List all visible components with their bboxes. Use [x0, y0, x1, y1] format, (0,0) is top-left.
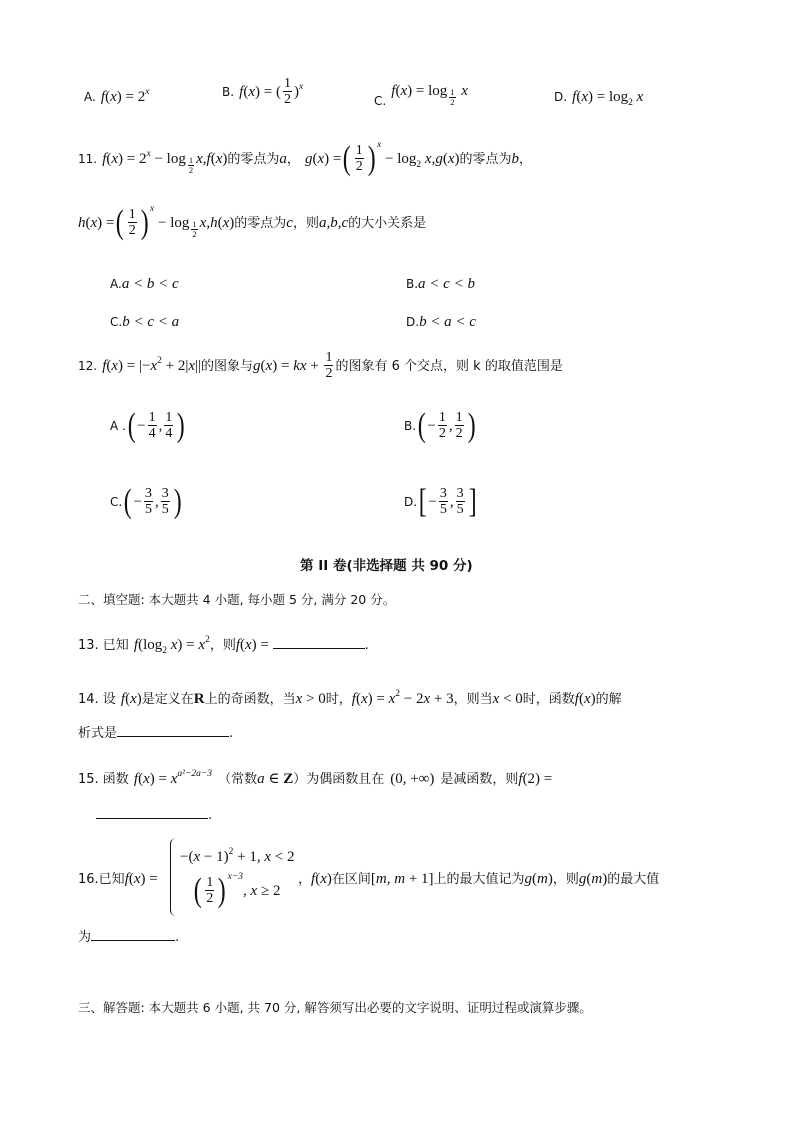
- section-3-intro: 三、解答题: 本大题共 6 小题, 共 70 分, 解答须写出必要的文字说明、证明过程或演算步骤。: [78, 1000, 592, 1015]
- q16-line2: 为 .: [78, 926, 179, 945]
- q10-option-d[interactable]: D. $f(x) = \log_2 x$: [554, 89, 644, 108]
- q11-line1: 11. $f(x) = 2^x - \log$ $\frac{1}{2}$ x,f(x)的零点为a， g(x) =( $\frac{1}{2}$ ) $^x - \log_2 x,g(x)$的零点为b，: [78, 139, 533, 177]
- q16-rest: ，f(x)在区间[m, m + 1]上的最大值记为g(m)，则g(m)的最大值: [298, 871, 660, 887]
- q10-option-c[interactable]: $_{C.}$ f(x) = log $\frac{1}{2}$ x: [374, 83, 468, 108]
- q11-option-b[interactable]: B.a < c < b: [406, 276, 475, 292]
- formula: f: [239, 84, 244, 100]
- q15-line1: 15. 函数 $f(x) = x^{a^2-2a-3}$ （常数a ∈ Z）为偶函数且在 (0, +∞) 是减函数，则f(2) =: [78, 769, 553, 787]
- q11-option-d[interactable]: D.b < a < c: [406, 314, 476, 330]
- q14-line2: 析式是 .: [78, 722, 233, 741]
- q10-option-b[interactable]: B. f(x) = ( $\frac{1}{2}$ )$^x$: [222, 76, 304, 107]
- option-label: B.: [222, 85, 235, 99]
- q12-option-b[interactable]: B.( − $\frac{1}{2}$ , $\frac{1}{2}$ ): [404, 406, 476, 444]
- q13: 13. 已知 $f(\log_2$ $x) = x^2$，则f(x) = .: [78, 635, 369, 656]
- piecewise-case-2: ( $\frac{1}{2}$ ) $^{x-3}$, x ≥ 2: [193, 871, 281, 909]
- piecewise-case-1: $-(x - 1)^2 + 1$, x < 2: [180, 847, 295, 865]
- q15-line2: .: [96, 804, 212, 823]
- formula: f: [100, 89, 106, 105]
- q12-option-c[interactable]: C.( − $\frac{3}{5}$ , $\frac{3}{5}$ ): [110, 482, 182, 520]
- answer-blank[interactable]: [96, 804, 208, 819]
- q12-stem: 12. $f(x) = |-x^2 + 2|x||$的图象与g(x) = kx + $\frac{1}{2}$ 的图象有 6 个交点，则 k 的取值范围是: [78, 350, 563, 381]
- option-label: C.: [374, 94, 387, 108]
- answer-blank[interactable]: [91, 926, 175, 941]
- q16-lead: 16.已知f(x) =: [78, 871, 158, 887]
- option-label: D.: [554, 90, 568, 104]
- question-number: 11.: [78, 152, 98, 166]
- q11-line2: h(x) =( $\frac{1}{2}$ ) $^x$ − log $\frac{1}{2}$ x,h(x)的零点为c，则a,b,c的大小关系是: [78, 203, 427, 241]
- q10-option-a[interactable]: A. $f(x) = 2^x$: [84, 87, 150, 105]
- formula: f: [572, 89, 577, 105]
- q11-option-c[interactable]: C.b < c < a: [110, 314, 180, 330]
- q14-line1: 14. 设 f(x)是定义在R上的奇函数，当x > 0时，$f(x) = x^2 - 2x + 3$，则当x < 0时，函数f(x)的解: [78, 689, 622, 707]
- section-2-title: 第 II 卷(非选择题 共 90 分): [300, 558, 473, 574]
- q11-option-a[interactable]: A.a < b < c: [110, 276, 179, 292]
- section-2-intro: 二、填空题: 本大题共 4 小题, 每小题 5 分, 满分 20 分。: [78, 592, 396, 607]
- formula: f: [391, 83, 396, 99]
- answer-blank[interactable]: [273, 634, 365, 649]
- q12-option-a[interactable]: A .( − $\frac{1}{4}$ , $\frac{1}{4}$ ): [110, 406, 186, 444]
- q12-option-d[interactable]: D.[ − $\frac{3}{5}$ , $\frac{3}{5}$ ]: [404, 482, 477, 520]
- option-label: A.: [84, 90, 96, 104]
- answer-blank[interactable]: [117, 722, 229, 737]
